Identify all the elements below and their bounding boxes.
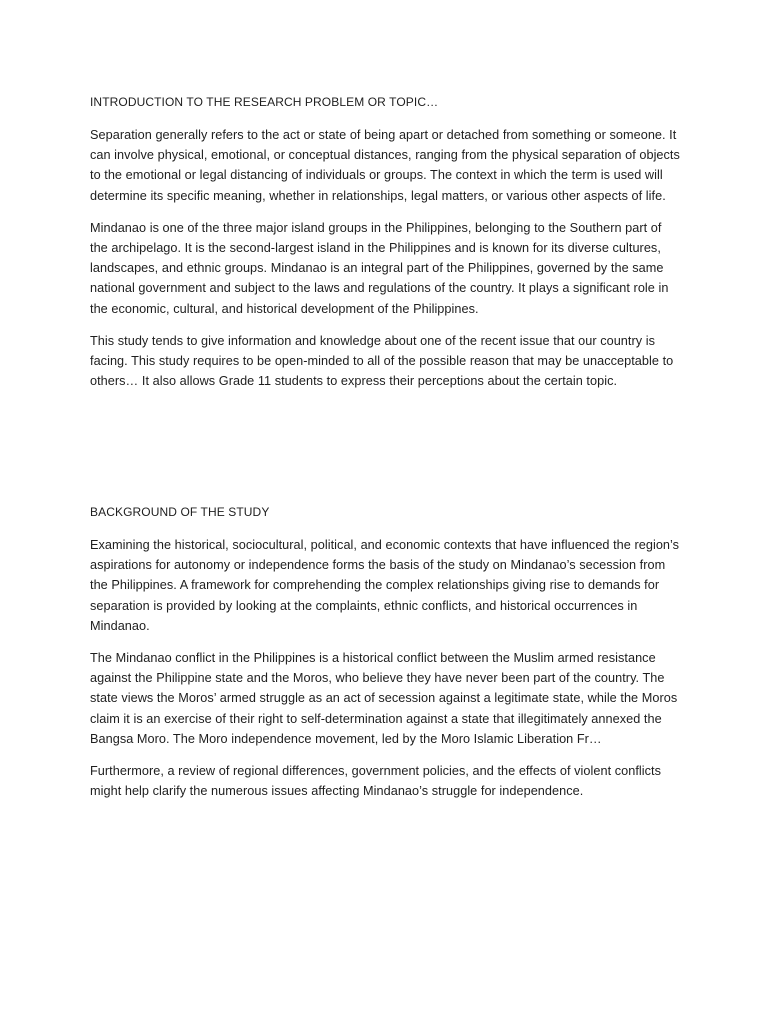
intro-paragraph-mindanao: Mindanao is one of the three major island groups in the Philippines, belonging to the Southern part of the archipelago. It is the second-largest island in the Philippines and is known for its diverse cultures, landscapes, and ethnic groups. Mindanao is an integral part of the Philippines, governed by the same national government and subject to the laws and regulations of the country. It plays a significant role in the economic, cultural, and historical development of the Philippines. bbox=[90, 220, 669, 316]
intro-paragraph-separation: Separation generally refers to the act or state of being apart or detached from something or someone. It can involve physical, emotional, or conceptual distances, ranging from the physical separation of objects to the emotional or legal distancing of individuals or groups. The context in which the term is used will determine its specific meaning, whether in relationships, legal matters, or various other aspects of life. bbox=[90, 128, 680, 203]
background-paragraph-conflict: The Mindanao conflict in the Philippines is a historical conflict between the Muslim armed resistance against the Philippine state and the Moros, who believe they have never been part of the country. The state views the Moros’ armed struggle as an act of secession against a legitimate state, while the Moros claim it is an exercise of their right to self-determination against a state that illegitimately annexed the Bangsa Moro. The Moro independence movement, led by the Moro Islamic Liberation Fr… bbox=[90, 651, 678, 746]
introduction-section bbox=[90, 93, 682, 403]
background-heading: BACKGROUND OF THE STUDY bbox=[90, 505, 270, 519]
introduction-heading: INTRODUCTION TO THE RESEARCH PROBLEM OR TOPIC… bbox=[90, 95, 439, 109]
background-section bbox=[90, 503, 682, 813]
intro-paragraph-study: This study tends to give information and knowledge about one of the recent issue that our country is facing. This study requires to be open-minded to all of the possible reason that may be unacceptable to others… It also allows Grade 11 students to express their perceptions about the certain topic. bbox=[90, 333, 674, 389]
background-paragraph-contexts: Examining the historical, sociocultural, political, and economic contexts that have influenced the region’s aspirations for autonomy or independence forms the basis of the study on Mindanao’s secession from the Philippines. A framework for comprehending the complex relationships giving rise to demands for separation is provided by looking at the complaints, ethnic conflicts, and historical occurrences in Mindanao. bbox=[90, 538, 680, 633]
background-paragraph-review: Furthermore, a review of regional differences, government policies, and the effects of violent conflicts might help clarify the numerous issues affecting Mindanao’s struggle for independence. bbox=[90, 764, 662, 799]
